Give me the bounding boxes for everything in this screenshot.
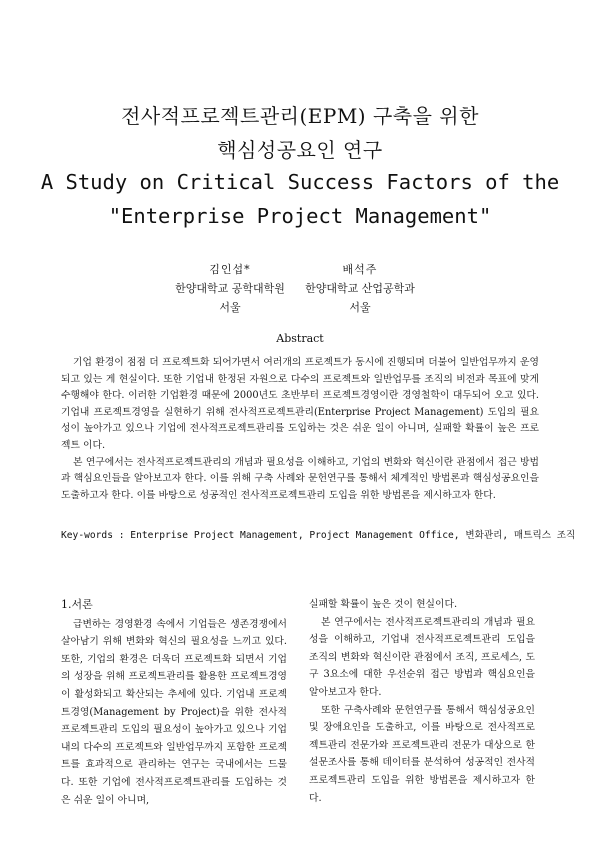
- author-name: 배석주: [342, 263, 378, 276]
- section-heading: 1.서론: [61, 598, 93, 611]
- abstract-body: [61, 355, 539, 504]
- author-block: [160, 262, 300, 315]
- author-name: 김인섭*: [209, 263, 251, 276]
- body-paragraph: 급변하는 경영환경 속에서 기업들은 생존경쟁에서 살아남기 위해 변화와 혁신의 필요성을 느끼고 있다. 또한, 기업의 환경은 더욱더 프로젝트화 되면서 기업의 성장을 위해 프로젝트관리를 활용한 프로젝트경영이 활성화되고 확산되는 추세에 있다. 기업내 프로젝트경영(Management by Project)을 위한 전사적프로젝트관리 도입의 필요성이 높아가고 있으나 기업내의 다수의 프로젝트와 일반업무까지 포함한 프로젝트를 효과적으로 관리하는 연구는 국내에서는 드물다. 또한 기업에 전사적프로젝트관리를 도입하는 것은 쉬운 일이 아니며,: [61, 618, 287, 806]
- abstract-paragraph: 기업 환경이 점점 더 프로젝트화 되어가면서 여러개의 프로젝트가 동시에 진행되며 더불어 일반업무까지 운영되고 있는 게 현실이다. 또한 기업내 한정된 자원으로 다수의 프로젝트와 일반업무를 조직의 비전과 목표에 맞게 수행해야 한다. 이러한 기업환경 때문에 2000년도 초반부터 프로젝트경영이란 경영철학이 대두되어 오고 있다. 기업내 프로젝트경영을 실현하기 위해 전사적프로젝트관리(Enterprise Project Management) 도입의 필요성이 높아가고 있으나 기업에 전사적프로젝트관리를 도입하는 것은 쉬운 일이 아니며, 실패할 확률이 높은 프로젝트 이다.: [61, 357, 539, 451]
- body-paragraph: 실패할 확률이 높은 것이 현실이다.: [309, 599, 458, 610]
- author-city: 서울: [349, 301, 371, 314]
- body-column-left: [61, 596, 287, 809]
- abstract-paragraph: 본 연구에서는 전사적프로젝트관리의 개념과 필요성을 이해하고, 기업의 변화와 혁신이란 관점에서 접근 방법과 핵심요인들을 알아보고자 한다. 이를 위해 구축 사례와 문헌연구를 통해서 체계적인 방법론과 핵심성공요인을 도출하고자 한다. 이를 바탕으로 성공적인 전사적프로젝트관리 도입을 위한 방법론을 제시하고자 한다.: [61, 456, 539, 501]
- keywords: Key-words : Enterprise Project Management, Project Management Office, 변화관리, 매트릭스 조직: [61, 530, 576, 541]
- title-english-line2: "Enterprise Project Management": [108, 204, 492, 228]
- body-paragraph: 또한 구축사례와 문헌연구를 통해서 핵심성공요인 및 장애요인을 도출하고, 이를 바탕으로 전사적프로젝트관리 전문가와 프로젝트관리 전문가 대상으로 한 설문조사를 통해 데이터를 분석하여 성공적인 전사적프로젝트관리 도입을 위한 방법론을 제시하고자 한다.: [309, 704, 535, 804]
- body-paragraph: 본 연구에서는 전사적프로젝트관리의 개념과 필요성을 이해하고, 기업내 전사적프로젝트관리 도입을 조직의 변화와 혁신이란 관점에서 조직, 프로세스, 도구 3요소에 대한 우선순위 접근 방법과 핵심요인을 알아보고자 한다.: [309, 616, 535, 698]
- author-block: [300, 262, 420, 315]
- title-korean-line1: 전사적프로젝트관리(EPM) 구축을 위한: [121, 104, 479, 128]
- title-korean-line2: 핵심성공요인 연구: [217, 138, 383, 162]
- title-english-line1: A Study on Critical Success Factors of the: [40, 170, 560, 194]
- body-column-right: [309, 596, 535, 807]
- author-affiliation: 한양대학교 공학대학원: [175, 282, 285, 295]
- abstract-heading: Abstract: [276, 332, 324, 345]
- author-city: 서울: [219, 301, 241, 314]
- author-affiliation: 한양대학교 산업공학과: [305, 282, 415, 295]
